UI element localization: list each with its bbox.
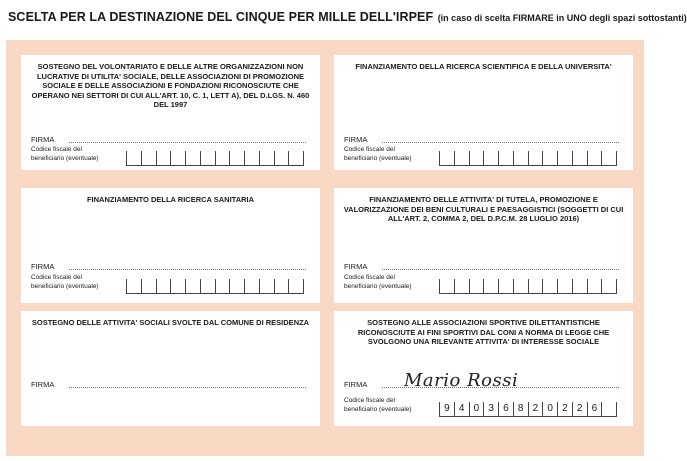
cf-cell[interactable]	[288, 279, 304, 294]
signature-field[interactable]	[31, 132, 310, 144]
cf-cell[interactable]	[601, 402, 617, 417]
box-title: SOSTEGNO DEL VOLONTARIATO E DELLE ALTRE ORGANIZZAZIONI NON LUCRATIVE DI UTILITA' SOCIALE, DELLE ASSOCIAZIONI DI PROMOZIONE SOCIALE E DELLE ASSOCIAZIONI E FONDAZIONI RICONOSCIUTE CHE OPERANO NEI SETTORI DI CUI ALL'ART. 10, C. 1, LETT A), DEL D.LGS. N. 460 DEL 1997	[31, 62, 310, 109]
firma-label: FIRMA	[344, 135, 368, 144]
codice-fiscale-row	[344, 274, 623, 294]
cf-cell[interactable]	[185, 151, 200, 166]
cf-cell[interactable]	[126, 279, 141, 294]
cf-cell[interactable]: 3	[483, 402, 498, 417]
codice-fiscale-label: Codice fiscale del beneficiario (eventuale)	[344, 397, 412, 413]
signature-line	[382, 269, 619, 270]
box-title: FINANZIAMENTO DELLA RICERCA SANITARIA	[86, 195, 255, 204]
cf-cell[interactable]: 4	[454, 402, 469, 417]
cf-cell[interactable]: 9	[439, 402, 454, 417]
cf-cell[interactable]	[498, 151, 513, 166]
firma-label: FIRMA	[31, 262, 55, 271]
cf-cell[interactable]	[483, 279, 498, 294]
handwritten-signature: Mario Rossi	[404, 370, 519, 391]
cf-cell[interactable]	[200, 279, 215, 294]
cf-cell[interactable]	[229, 151, 244, 166]
choices-panel	[6, 40, 644, 456]
cf-cell[interactable]	[185, 279, 200, 294]
cf-cell[interactable]	[170, 279, 185, 294]
cf-cell[interactable]: 8	[513, 402, 528, 417]
firma-label: FIRMA	[31, 380, 55, 389]
signature-field[interactable]	[344, 370, 623, 391]
cf-cell[interactable]	[274, 151, 289, 166]
cf-cell[interactable]	[439, 151, 454, 166]
cf-cell[interactable]	[557, 151, 572, 166]
cf-cell[interactable]: 6	[498, 402, 513, 417]
firma-label: FIRMA	[344, 262, 368, 271]
cf-cell[interactable]	[288, 151, 304, 166]
cf-cell[interactable]	[156, 151, 171, 166]
cf-cell[interactable]	[126, 151, 141, 166]
cf-cell[interactable]: 0	[469, 402, 484, 417]
cf-cell[interactable]: 2	[528, 402, 543, 417]
cf-cell[interactable]	[215, 279, 230, 294]
codice-fiscale-label: Codice fiscale del beneficiario (eventuale)	[31, 274, 99, 290]
cf-cell[interactable]	[259, 279, 274, 294]
codice-fiscale-row	[344, 397, 623, 417]
codice-fiscale-label: Codice fiscale del beneficiario (eventuale)	[31, 146, 99, 162]
cf-cell[interactable]	[454, 151, 469, 166]
cf-cell[interactable]: 0	[542, 402, 557, 417]
box-associazioni-sportive	[334, 311, 633, 426]
box-ricerca-scientifica	[334, 55, 633, 170]
cf-cell[interactable]	[587, 279, 602, 294]
cf-cell[interactable]	[274, 279, 289, 294]
box-title: SOSTEGNO ALLE ASSOCIAZIONI SPORTIVE DILETTANTISTICHE RICONOSCIUTE AI FINI SPORTIVI DAL CONI A NORMA DI LEGGE CHE SVOLGONO UNA RILEVANTE ATTIVITA' DI INTERESSE SOCIALE	[357, 318, 610, 346]
cf-cell[interactable]	[483, 151, 498, 166]
cf-cell[interactable]	[557, 279, 572, 294]
signature-field[interactable]	[344, 259, 623, 271]
signature-line	[69, 387, 306, 388]
signature-line	[69, 269, 306, 270]
codice-fiscale-row	[344, 146, 623, 166]
cf-cell[interactable]	[572, 279, 587, 294]
form-title: SCELTA PER LA DESTINAZIONE DEL CINQUE PER MILLE DELL'IRPEF	[8, 10, 434, 24]
cf-cell[interactable]	[259, 151, 274, 166]
cf-cell[interactable]	[469, 151, 484, 166]
codice-fiscale-label: Codice fiscale del beneficiario (eventuale)	[344, 146, 412, 162]
cf-cell[interactable]	[513, 151, 528, 166]
cf-cell[interactable]	[244, 279, 259, 294]
codice-fiscale-input[interactable]	[126, 279, 304, 294]
cf-cell[interactable]: 2	[572, 402, 587, 417]
box-title: FINANZIAMENTO DELLE ATTIVITA' DI TUTELA, PROMOZIONE E VALORIZZAZIONE DEI BENI CULTURALI E PAESAGGISTICI (SOGGETTI DI CUI ALL'ART. 2, COMMA 2, DEL D.P.C.M. 28 LUGLIO 2016)	[343, 195, 624, 223]
firma-label: FIRMA	[344, 380, 368, 389]
firma-label: FIRMA	[31, 135, 55, 144]
cf-cell[interactable]: 2	[557, 402, 572, 417]
box-title: SOSTEGNO DELLE ATTIVITA' SOCIALI SVOLTE DAL COMUNE DI RESIDENZA	[31, 318, 310, 327]
cf-cell[interactable]	[229, 279, 244, 294]
cf-cell[interactable]	[528, 151, 543, 166]
cf-cell[interactable]	[469, 279, 484, 294]
codice-fiscale-row	[31, 146, 310, 166]
codice-fiscale-label: Codice fiscale del beneficiario (eventuale)	[344, 274, 412, 290]
cf-cell[interactable]	[542, 151, 557, 166]
codice-fiscale-input[interactable]	[439, 402, 617, 417]
signature-field[interactable]	[31, 259, 310, 271]
box-beni-culturali	[334, 188, 633, 303]
box-title: FINANZIAMENTO DELLA RICERCA SCIENTIFICA E DELLA UNIVERSITA'	[355, 62, 612, 71]
cf-cell[interactable]	[141, 151, 156, 166]
cf-cell[interactable]	[170, 151, 185, 166]
cf-cell[interactable]	[454, 279, 469, 294]
cf-cell[interactable]	[572, 151, 587, 166]
signature-line	[382, 142, 619, 143]
cf-cell[interactable]	[587, 151, 602, 166]
cf-cell[interactable]	[601, 279, 617, 294]
cf-cell[interactable]	[215, 151, 230, 166]
form-heading	[8, 8, 687, 30]
codice-fiscale-row	[31, 274, 310, 294]
codice-fiscale-input[interactable]	[126, 151, 304, 166]
box-comune-residenza	[21, 311, 320, 426]
cf-cell[interactable]	[200, 151, 215, 166]
cf-cell[interactable]	[439, 279, 454, 294]
cf-cell[interactable]	[141, 279, 156, 294]
cf-cell[interactable]: 6	[587, 402, 602, 417]
codice-fiscale-input[interactable]	[439, 279, 617, 294]
cf-cell[interactable]	[528, 279, 543, 294]
cf-cell[interactable]	[498, 279, 513, 294]
codice-fiscale-input[interactable]	[439, 151, 617, 166]
box-ricerca-sanitaria	[21, 188, 320, 303]
signature-field[interactable]	[344, 132, 623, 144]
cf-cell[interactable]	[244, 151, 259, 166]
cf-cell[interactable]	[513, 279, 528, 294]
cf-cell[interactable]	[542, 279, 557, 294]
signature-line	[69, 142, 306, 143]
signature-field[interactable]	[31, 377, 310, 389]
form-subtitle: (in caso di scelta FIRMARE in UNO degli spazi sottostanti)	[437, 13, 687, 23]
box-volontariato	[21, 55, 320, 170]
cf-cell[interactable]	[601, 151, 617, 166]
cf-cell[interactable]	[156, 279, 171, 294]
